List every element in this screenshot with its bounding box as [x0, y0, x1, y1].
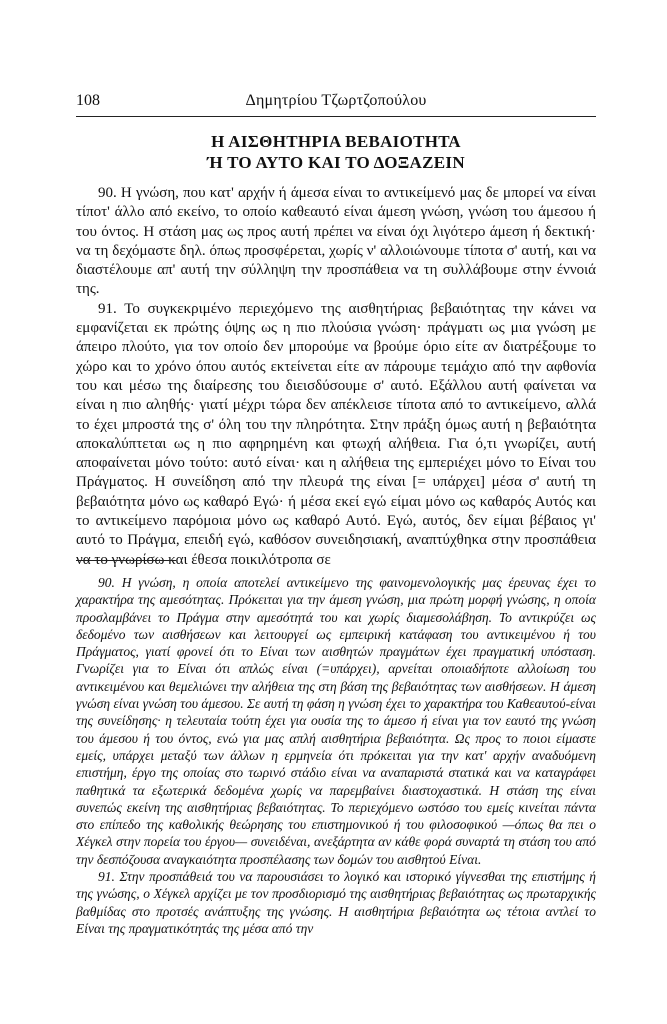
footnote-91: 91. Στην προσπάθειά του να παρουσιάσει το λογικό και ιστορικό γίγνεσθαι της επιστήμης ή της γνώσης, ο Χέγκελ αρχίζει με τον προσδιορισμό της αισθητήριας βεβαιότητας ως πρωταρχικής βαθμίδας στο προτσές ανάπτυξης της γνώσης. Η αισθητήρια βεβαιότητα ως τέτοια αντλεί το Είναι της πραγματικότητάς της μέσα από την — [76, 869, 596, 936]
chapter-title — [76, 131, 596, 173]
chapter-title-line-2: Ή ΤΟ ΑΥΤΟ ΚΑΙ ΤΟ ΔΟΞΑΖΕΙΝ — [207, 153, 465, 172]
chapter-title-line-1: Η ΑΙΣΘΗΤΗΡΙΑ ΒΕΒΑΙΟΤΗΤΑ — [211, 132, 461, 151]
paragraph-90: 90. Η γνώση, που κατ' αρχήν ή άμεσα είναι το αντικείμενό μας δε μπορεί να είναι τίποτ' άλλο από εκείνο, το οποίο καθεαυτό είναι άμεση γνώση, γνώση του άμεσου ή του όντος. Η στάση μας ως προς αυτή πρέπει να είναι όχι λιγότερο άμεση ή δεκτική· να τη δεχόμαστε δηλ. όπως προσφέρεται, χωρίς ν' αλλοιώνουμε τίποτα σ' αυτή, και να διαστέλουμε απ' αυτή την σύλληψη την προσπάθεια να τη συλλάβουμε στην έννοιά της. — [76, 185, 596, 298]
running-head: Δημητρίου Τζωρτζοπούλου — [245, 92, 427, 109]
page-header — [76, 92, 596, 114]
main-text — [76, 184, 596, 570]
page-number: 108 — [76, 92, 100, 109]
footnote-separator — [76, 560, 176, 561]
footnotes — [76, 574, 596, 937]
header-rule — [76, 116, 596, 117]
footnote-90: 90. Η γνώση, η οποία αποτελεί αντικείμενο της φαινομενολογικής μας έρευνας έχει το χαρακτήρα της αμεσότητας. Πρόκειται για την άμεση γνώση, μια πρώτη μορφή γνώσης, η οποία προσλαμβάνει το Πράγμα στην αμεσότητά του και χωρίς διαμεσολάβηση. Το αντικρύζει ως δεδομένο των αισθήσεων και λειτουργεί ως εμπειρική κατάφαση του αντικειμένου ή του Πράγματος, γιατί φρονεί ότι το Είναι των αισθητών πραγμάτων έχει πραγματική υπόσταση. Γνωρίζει για το Είναι ότι απλώς είναι (=υπάρχει), αρνείται οποιαδήποτε αλλοίωση του αντικειμένου και θεμελιώνει την αλήθεια της στη βάση της βεβαιότητας των αισθήσεων. Η άμεση γνώση είναι γνώση του άμεσου. Σε αυτή τη φάση η γνώση έχει το χαρακτήρα του Καθεαυτού-είναι της συνείδησης· η τελευταία τούτη έχει για ουσία της το άμεσο ή είναι για τον εαυτό της γνώση του άμεσου ή του όντος, ενώ για μας απλή αισθητήρια βεβαιότητα. Ως προς το ποιοι είμαστε εμείς, υπάρχει μεταξύ των άλλων η ερμηνεία ότι πρόκειται για την κατ' αρχήν αναδυόμενη επιστήμη, έργο της οποίας στο τωρινό στάδιο είναι να αναπαριστά στατικά και να καταγράφει παθητικά τα εξωτερικά δεδομένα χωρίς να παρεμβαίνει διαστοχαστικά. Η στάση της είναι συνεπώς εκείνη της αισθητήριας βεβαιότητας. Το περιεχόμενο ωστόσο του εμείς κινείται πάντα στο επίπεδο της καθολικής θεώρησης του επιστημονικού ή του φιλοσοφικού —όπως θα πει ο Χέγκελ στην πορεία του έργου— συνειδέναι, ανεξάρτητα αν κάθε φορά συναρτά τη στάση του από την δεσπόζουσα αναγκαιότητα προσπέλασης των δομών του αισθητού Είναι. — [76, 575, 596, 867]
paragraph-91: 91. Το συγκεκριμένο περιεχόμενο της αισθητήριας βεβαιότητας την κάνει να εμφανίζεται εκ πρώτης όψης ως η πιο πλούσια γνώση· πράγματι ως μια γνώση με άπειρο πλούτο, για τον οποίο δεν μπορούμε να βρούμε όριο είτε αν διατρέξουμε το χώρο και το χρόνο όπου αυτός εκτείνεται είτε αν πάρουμε τεμάχιο από την αφθονία του και μέσω της διαίρεσης του διεισδύσουμε σ' αυτό. Εξάλλου αυτή φαίνεται να είναι η πιο αληθής· γιατί μέχρι τώρα δεν απέκλεισε τίποτα από το αντικείμενο, αλλά το έχει μπροστά της σ' όλη του την πληρότητα. Στην πράξη όμως αυτή η βεβαιότητα αποκαλύπτεται ως η πιο αφηρημένη και φτωχή αλήθεια. Για ό,τι γνωρίζει, αυτή αποφαίνεται μόνο τούτο: αυτό είναι· και η αλήθεια της εμπεριέχει μόνο το Είναι του Πράγματος. Η συνείδηση από την πλευρά της είναι [= υπάρχει] μέσα σ' αυτή τη βεβαιότητα μόνο ως καθαρό Εγώ· ή μέσα εκεί εγώ είμαι μόνο ως καθαρός Αυτός και το αντικείμενο παρόμοια μόνο ως καθαρό Αυτό. Εγώ, αυτός, δεν είμαι βέβαιος γι' αυτό το Πράγμα, επειδή εγώ, καθόσον συνειδησιακή, αναπτύχθηκα στην προσπάθεια να το γνωρίσω και έθεσα ποικιλότροπα σε — [76, 300, 596, 568]
